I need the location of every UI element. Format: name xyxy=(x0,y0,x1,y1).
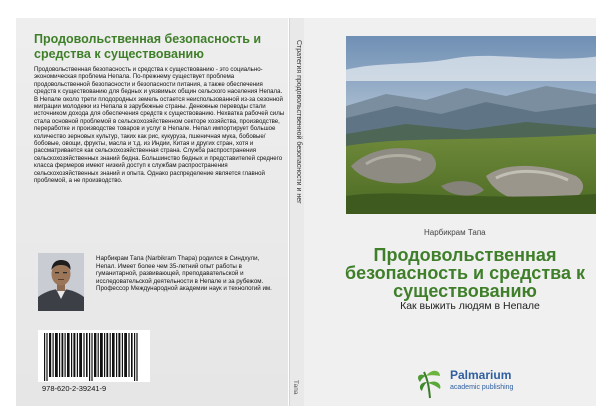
publisher-tagline: academic publishing xyxy=(450,384,514,391)
back-cover-title: Продовольственная безопасность и средства к существованию xyxy=(34,32,262,61)
palm-leaf-icon xyxy=(414,366,446,400)
author-portrait-image xyxy=(38,253,84,311)
back-cover xyxy=(16,18,288,406)
spine-title: Стратегия продовольственной безопасности и нег xyxy=(295,40,302,204)
front-subtitle: Как выжить людям в Непале xyxy=(400,300,540,312)
front-title: Продовольственная безопасность и средства к существованию xyxy=(345,245,585,301)
barcode-image xyxy=(38,330,150,382)
back-cover-blurb: Продовольственная безопасность и средства к существованию - это социально-экономическая проблема Непала. По-прежнему существует проблема продовольственной безопасности и безопасности питания, а также обеспечения средств к существованию для бедных и уязвимых общин сельского населения Непала. В Непале около трети плодородных земель остается неиспользованной из-за сезонной миграции молодежи из Непала в зарубежные страны. Денежные переводы стали источником дохода для обеспечения средств к существованию. Нехватка рабочей силы стала основной проблемой в сельскохозяйственном секторе хозяйства, производстве, переработке и производстве товаров и услуг в Непале. Непал импортирует большое количество зерновых культур, таких как рис, кукуруза, пшеничная мука, бобовые/бобовые, овощи, фрукты, масла и т.д. из Индии, Китая и других стран, хотя и рассматривается как сельскохозяйственная страна. Служба распространения сельскохозяйственных знаний бедна. Большинство бедных и представителей среднего класса фермеров имеют низкий доступ к службам распространения сельскохозяйственных знаний и опыта. Однако распределение является главной проблемой, а не производство. xyxy=(34,66,285,185)
author-bio: Нарбикрам Тапа (Narbikram Thapa) родился в Синдхули, Непал. Имеет более чем 35-летний опыт работы в гуманитарной, развивающей, преподавательской и исследовательской деятельности в Непале и за рубежом. Профессор Международной академии наук и технологий им. xyxy=(96,255,272,293)
front-author: Нарбикрам Тапа xyxy=(424,228,486,237)
mountain-landscape-image xyxy=(346,36,596,214)
author-photo xyxy=(38,253,84,311)
isbn-barcode xyxy=(38,330,150,382)
isbn-number: 978-620-2-39241-9 xyxy=(42,384,107,393)
publisher-name: Palmarium xyxy=(450,368,512,382)
cover-photo xyxy=(346,36,596,214)
publisher-logo xyxy=(414,364,554,402)
spine-author: Тапа xyxy=(292,380,299,395)
front-cover xyxy=(304,18,596,406)
